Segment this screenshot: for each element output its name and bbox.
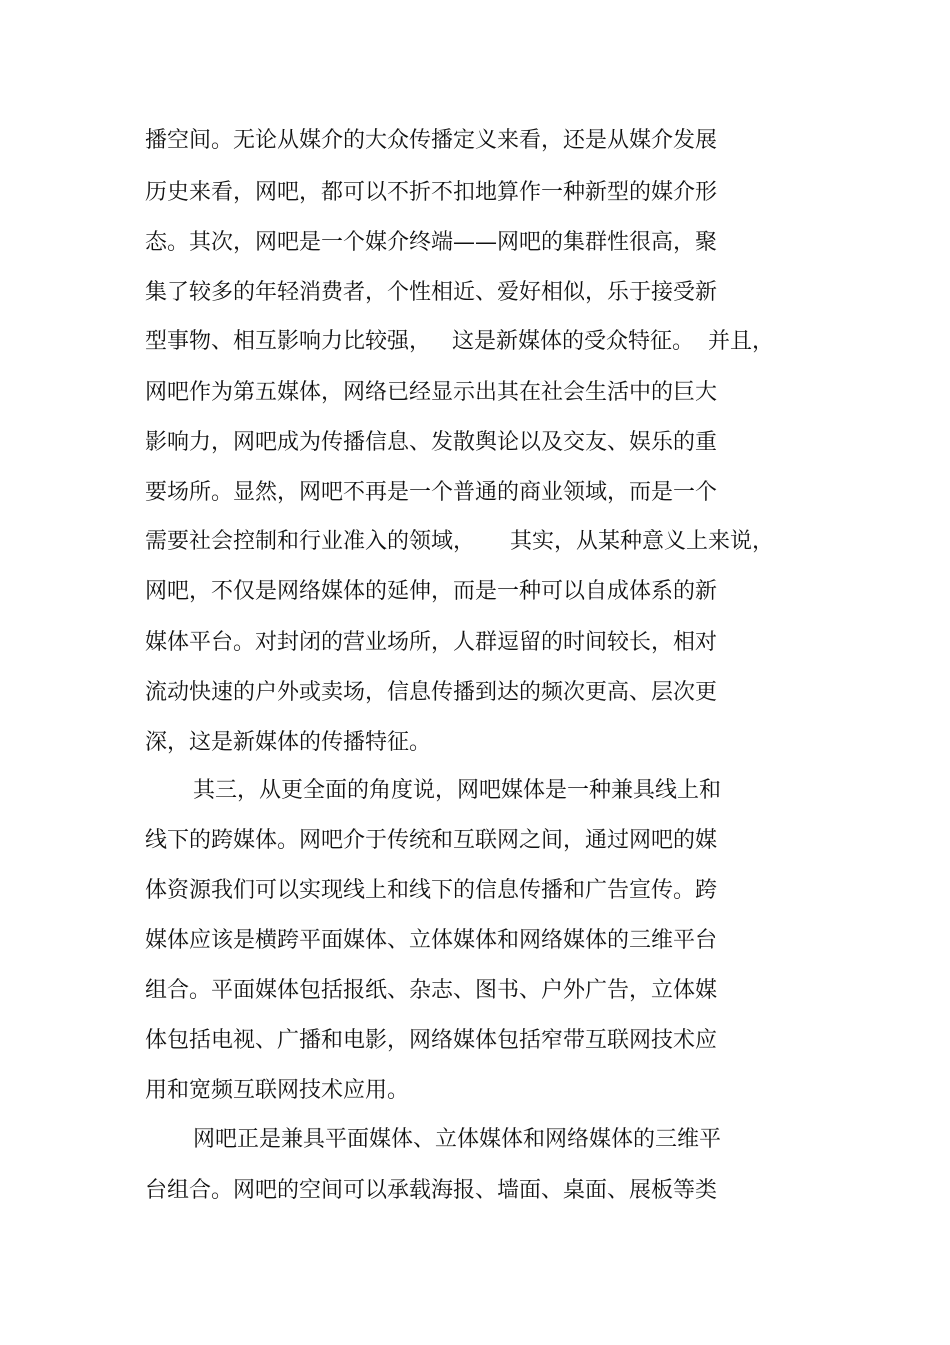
paragraph-first-line: 网吧正是兼具平面媒体、立体媒体和网络媒体的三维平 bbox=[193, 1127, 722, 1152]
text-line: 媒体应该是横跨平面媒体、立体媒体和网络媒体的三维平台 bbox=[145, 928, 718, 953]
text-line: 历史来看，网吧，都可以不折不扣地算作一种新型的媒介形 bbox=[145, 180, 718, 205]
text-line: 流动快速的户外或卖场，信息传播到达的频次更高、层次更 bbox=[145, 680, 718, 705]
text-line: 集了较多的年轻消费者，个性相近、爱好相似，乐于接受新 bbox=[145, 280, 718, 305]
text-line: 体资源我们可以实现线上和线下的信息传播和广告宣传。跨 bbox=[145, 878, 718, 903]
text-line: 台组合。网吧的空间可以承载海报、墙面、桌面、展板等类 bbox=[145, 1178, 718, 1203]
text-line: 需要社会控制和行业准入的领域， 其实，从某种意义上来说， bbox=[145, 529, 774, 554]
paragraph-first-line: 其三，从更全面的角度说，网吧媒体是一种兼具线上和 bbox=[193, 778, 722, 803]
text-line: 线下的跨媒体。网吧介于传统和互联网之间，通过网吧的媒 bbox=[145, 828, 718, 853]
text-line: 要场所。显然，网吧不再是一个普通的商业领域，而是一个 bbox=[145, 480, 718, 505]
text-line: 用和宽频互联网技术应用。 bbox=[145, 1078, 410, 1103]
text-line: 媒体平台。对封闭的营业场所，人群逗留的时间较长，相对 bbox=[145, 630, 718, 655]
text-line: 态。其次，网吧是一个媒介终端——网吧的集群性很高，聚 bbox=[145, 230, 718, 255]
text-line: 网吧作为第五媒体，网络已经显示出其在社会生活中的巨大 bbox=[145, 380, 718, 405]
text-line: 影响力，网吧成为传播信息、发散舆论以及交友、娱乐的重 bbox=[145, 430, 718, 455]
text-line: 组合。平面媒体包括报纸、杂志、图书、户外广告，立体媒 bbox=[145, 978, 718, 1003]
text-line: 播空间。无论从媒介的大众传播定义来看，还是从媒介发展 bbox=[145, 128, 718, 153]
text-line: 深，这是新媒体的传播特征。 bbox=[145, 730, 432, 755]
text-line: 网吧，不仅是网络媒体的延伸，而是一种可以自成体系的新 bbox=[145, 579, 718, 604]
text-line: 型事物、相互影响力比较强， 这是新媒体的受众特征。 并且， bbox=[145, 329, 774, 354]
text-line: 体包括电视、广播和电影，网络媒体包括窄带互联网技术应 bbox=[145, 1028, 718, 1053]
